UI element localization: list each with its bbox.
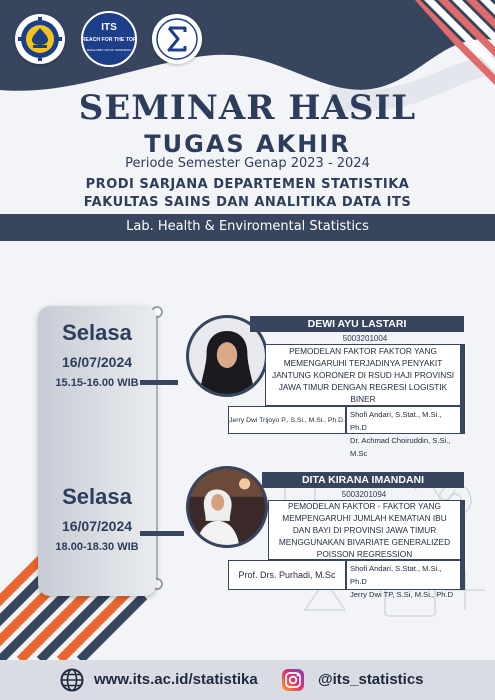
session-1-student-name: DEWI AYU LASTARI	[250, 316, 464, 332]
prodi-line-1: PRODI SARJANA DEPARTEMEN STATISTIKA	[85, 177, 410, 192]
corner-stripes-top	[395, 0, 495, 90]
session-1-connector	[140, 380, 178, 385]
instagram-handle[interactable]: @its_statistics	[318, 671, 424, 688]
page-subtitle: TUGAS AKHIR	[144, 130, 351, 158]
session-1-time: 15.15-16.00 WIB	[55, 377, 139, 389]
session-1-thesis-title: PEMODELAN FAKTOR FAKTOR YANG MEMENGARUHI TERJADINYA PENYAKIT JANTUNG KORONER DI RSUD HAJI PROVINSI JAWA TIMUR DENGAN REGRESI LOGISTIK BINER	[265, 344, 465, 406]
session-2-photo	[186, 466, 268, 548]
session-2-connector	[140, 531, 184, 536]
period-label: Periode Semester Genap 2023 - 2024	[125, 156, 370, 171]
session-1-date: 16/07/2024	[61, 354, 133, 370]
sigma-icon	[155, 17, 199, 61]
session-2-examiners	[346, 560, 465, 599]
prodi-line-2: FAKULTAS SAINS DAN ANALITIKA DATA ITS	[83, 195, 412, 210]
session-1-nrp: 5003201004	[342, 334, 388, 343]
session-1-examiner-2: Dr. Achmad Choiruddin, S.Si., M.Sc	[350, 436, 451, 458]
session-1-examiner-1: Shofi Andari, S.Stat., M.Si., Ph.D	[350, 410, 442, 432]
session-2-advisor: Prof. Drs. Purhadi, M.Sc	[228, 560, 346, 590]
session-2-thesis-title: PEMODELAN FAKTOR - FAKTOR YANG MEMPENGARUHI JUMLAH KEMATIAN IBU DAN BAYI DI PROVINSI JAWA TIMUR MENGGUNAKAN BIVARIATE GENERALIZED POISSON REGRESSION	[268, 500, 465, 560]
its-logo-text: ITS	[101, 22, 117, 33]
session-2-time: 18.00-18.30 WIB	[55, 541, 139, 553]
department-label	[0, 176, 495, 212]
session-2-date: 16/07/2024	[61, 518, 133, 534]
session-1-examiners	[346, 406, 465, 458]
page-title: SEMINAR HASIL	[78, 88, 417, 128]
session-2-student-name: DITA KIRANA IMANDANI	[262, 472, 464, 488]
lab-label: Lab. Health & Enviromental Statistics	[126, 219, 369, 234]
statistika-logo	[152, 14, 202, 64]
session-1-day: Selasa	[62, 320, 132, 345]
its-logo-subtext: MENGABDI UNTUK INDONESIA	[86, 48, 132, 52]
session-2-nrp: 5003201094	[341, 490, 387, 499]
session-2-day: Selasa	[62, 484, 132, 509]
globe-icon	[60, 668, 84, 692]
its-gear-logo	[15, 14, 65, 64]
gear-emblem-icon	[18, 17, 62, 61]
session-2-examiner-2: Jerry Dwi TP, S.Si, M.Si., Ph.D	[350, 590, 454, 599]
timeline-line	[156, 312, 158, 582]
website-link[interactable]: www.its.ac.id/statistika	[94, 671, 258, 688]
instagram-icon	[281, 668, 305, 692]
its-reach-logo	[80, 10, 138, 68]
session-2-examiner-1: Shofi Andari, S.Stat., M.Si., Ph.D	[350, 564, 442, 586]
session-1-advisor: Jerry Dwi Trijoyo P., S.Si., M.Si., Ph.D.	[228, 406, 346, 434]
its-logo-tagline: REACH FOR THE TOP	[81, 37, 137, 43]
